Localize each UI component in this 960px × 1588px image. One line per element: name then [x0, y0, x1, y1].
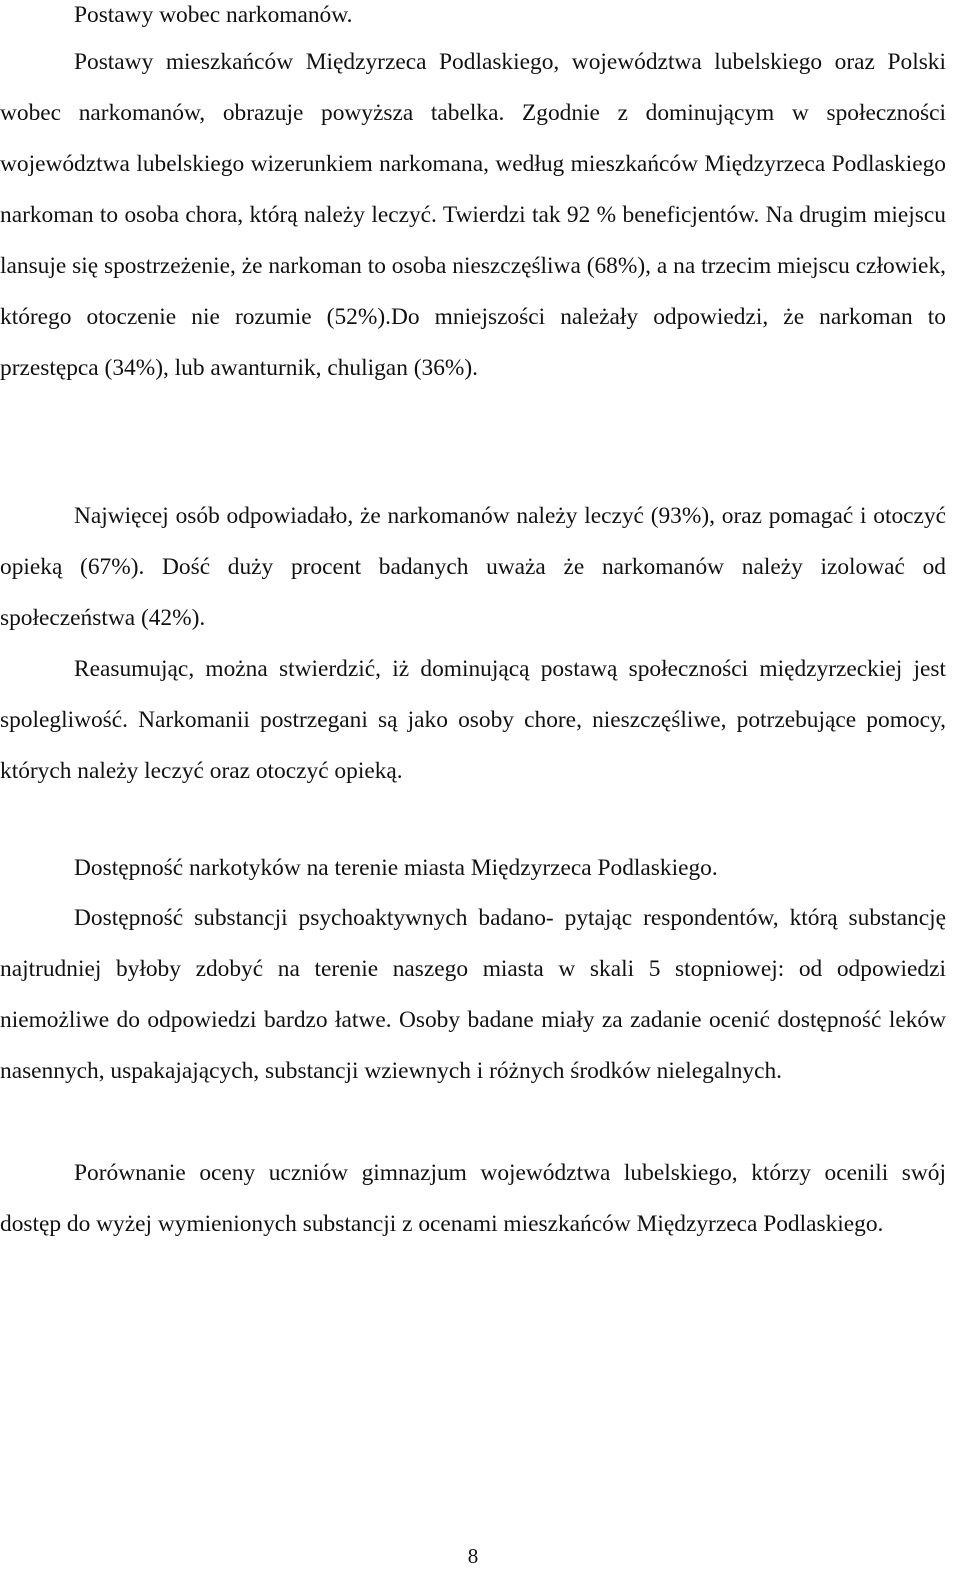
page-number: 8 — [467, 1544, 479, 1568]
paragraph-attitudes-2: Najwięcej osób odpowiadało, że narkomanów należy leczyć (93%), oraz pomagać i otoczyć opieką (67%). Dość duży procent badanych uważa że narkomanów należy izolować od społeczeństwa (42%). — [0, 503, 946, 631]
paragraph-attitudes-3: Reasumując, można stwierdzić, iż dominującą postawą społeczności międzyrzeckiej jest spolegliwość. Narkomanii postrzegani są jako osoby chore, nieszczęśliwe, potrzebujące pomocy, których należy leczyć oraz otoczyć opieką. — [0, 656, 946, 784]
section-heading-availability: Dostępność narkotyków na terenie miasta Międzyrzeca Podlaskiego. — [74, 855, 718, 881]
paragraph-availability-1: Dostępność substancji psychoaktywnych badano- pytając respondentów, którą substancję najtrudniej byłoby zdobyć na terenie naszego miasta w skali 5 stopniowej: od odpowiedzi niemożliwe do odpowiedzi bardzo łatwe. Osoby badane miały za zadanie ocenić dostępność leków nasennych, uspakajających, substancji wziewnych i różnych środków nielegalnych. — [0, 905, 946, 1084]
paragraph-availability-2: Porównanie oceny uczniów gimnazjum województwa lubelskiego, którzy ocenili swój dostęp do wyżej wymienionych substancji z ocenami mieszkańców Międzyrzeca Podlaskiego. — [0, 1160, 946, 1237]
section-heading-attitudes: Postawy wobec narkomanów. — [74, 2, 353, 28]
paragraph-attitudes-1: Postawy mieszkańców Międzyrzeca Podlaskiego, województwa lubelskiego oraz Polski wobec narkomanów, obrazuje powyższa tabelka. Zgodnie z dominującym w społeczności województwa lubelskiego wizerunkiem narkomana, według mieszkańców Międzyrzeca Podlaskiego narkoman to osoba chora, którą należy leczyć. Twierdzi tak 92 % beneficjentów. Na drugim miejscu lansuje się spostrzeżenie, że narkoman to osoba nieszczęśliwa (68%), a na trzecim miejscu człowiek, którego otoczenie nie rozumie (52%).Do mniejszości należały odpowiedzi, że narkoman to przestępca (34%), lub awanturnik, chuligan (36%). — [0, 49, 946, 381]
